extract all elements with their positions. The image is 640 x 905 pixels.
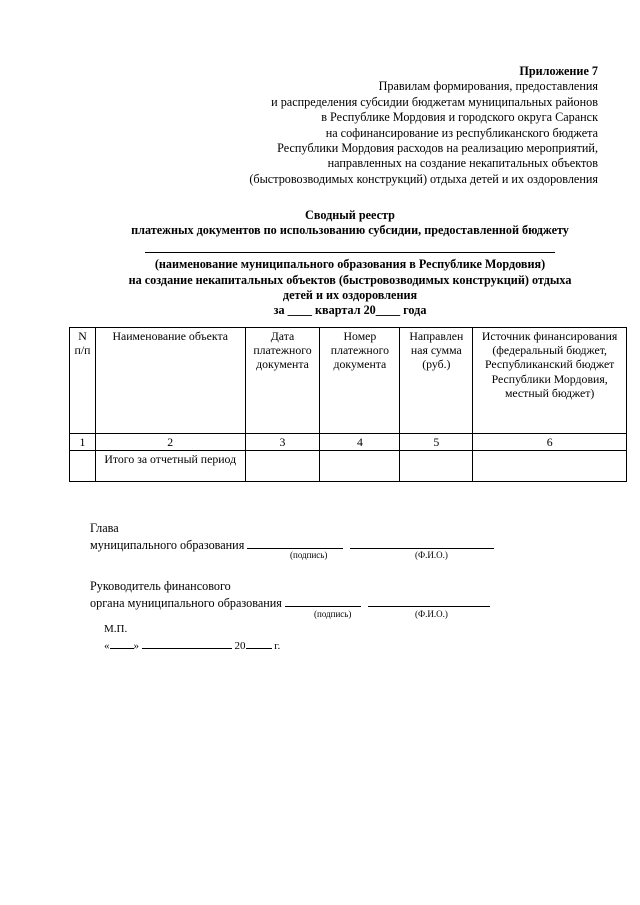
title-line: (наименование муниципального образования в Республике Мордовия) xyxy=(154,257,546,272)
head-title-line2: муниципального образования xyxy=(90,538,245,552)
table-cell xyxy=(473,451,627,482)
finance-name-line xyxy=(368,594,490,607)
date-quote-open: « xyxy=(104,640,110,652)
appendix-header xyxy=(178,64,598,187)
appendix-line: на софинансирование из республиканского бюджета xyxy=(325,125,598,140)
appendix-line: в Республике Мордовия и городского округа Саранск xyxy=(321,110,598,125)
table-cell xyxy=(320,451,400,482)
date-day-blank xyxy=(110,636,134,649)
title-period: за ____ квартал 20____ года xyxy=(273,303,427,318)
col-header-source: Источник финансирования (федеральный бюджет, Республиканский бюджет Республики Мордовия, местный бюджет) xyxy=(473,328,627,434)
table-numbering-row xyxy=(70,434,627,451)
table-cell: 1 xyxy=(70,434,96,451)
finance-title-line1: Руководитель финансового xyxy=(90,579,231,593)
table-cell: 3 xyxy=(245,434,320,451)
table-cell: 5 xyxy=(400,434,473,451)
head-signature-line xyxy=(247,536,343,549)
col-header-amount: Направлен ная сумма (руб.) xyxy=(400,328,473,434)
table-cell xyxy=(245,451,320,482)
head-sign-caption: (подпись) xyxy=(290,550,328,560)
col-header-object: Наименование объекта xyxy=(95,328,245,434)
date-line xyxy=(104,636,280,654)
table-cell xyxy=(400,451,473,482)
title-line: детей и их оздоровления xyxy=(282,288,418,303)
head-name-line xyxy=(350,536,494,549)
title-line: Сводный реестр xyxy=(305,208,395,222)
table-cell: 2 xyxy=(95,434,245,451)
stamp-label: М.П. xyxy=(104,623,128,635)
finance-name-caption: (Ф.И.О.) xyxy=(415,609,448,619)
title-line: платежных документов по использованию субсидии, предоставленной бюджету xyxy=(131,223,569,238)
register-table xyxy=(69,327,627,482)
finance-sign-caption: (подпись) xyxy=(314,609,352,619)
date-month-blank xyxy=(142,636,232,649)
document-title xyxy=(70,208,630,319)
table-cell: 4 xyxy=(320,434,400,451)
finance-signature-block xyxy=(90,579,490,611)
date-quote-close: » xyxy=(133,640,139,652)
date-suffix: г. xyxy=(274,640,281,652)
appendix-line: направленных на создание некапитальных объектов xyxy=(327,156,598,171)
appendix-title: Приложение 7 xyxy=(519,64,598,78)
municipality-blank xyxy=(145,239,555,253)
total-label: Итого за отчетный период xyxy=(95,451,245,482)
appendix-line: Республики Мордовия расходов на реализацию мероприятий, xyxy=(277,141,598,156)
date-year: 20 xyxy=(234,640,246,652)
appendix-line: и распределения субсидии бюджетам муниципальных районов xyxy=(271,94,598,109)
title-line: на создание некапитальных объектов (быстровозводимых конструкций) отдыха xyxy=(128,272,572,287)
table-cell: 6 xyxy=(473,434,627,451)
col-header-doc-number: Номер платежного документа xyxy=(320,328,400,434)
table-cell xyxy=(70,451,96,482)
col-header-date: Дата платежного документа xyxy=(245,328,320,434)
appendix-line: (быстровозводимых конструкций) отдыха детей и их оздоровления xyxy=(249,171,598,186)
finance-title-line2: органа муниципального образования xyxy=(90,596,282,610)
appendix-line: Правилам формирования, предоставления xyxy=(378,79,598,94)
table-total-row xyxy=(70,451,627,482)
finance-signature-line xyxy=(285,594,361,607)
col-header-number: N п/п xyxy=(70,328,96,434)
head-signature-block xyxy=(90,521,494,553)
head-name-caption: (Ф.И.О.) xyxy=(415,550,448,560)
table-header-row xyxy=(70,328,627,434)
date-year-blank xyxy=(246,636,272,649)
head-title-line1: Глава xyxy=(90,521,119,535)
